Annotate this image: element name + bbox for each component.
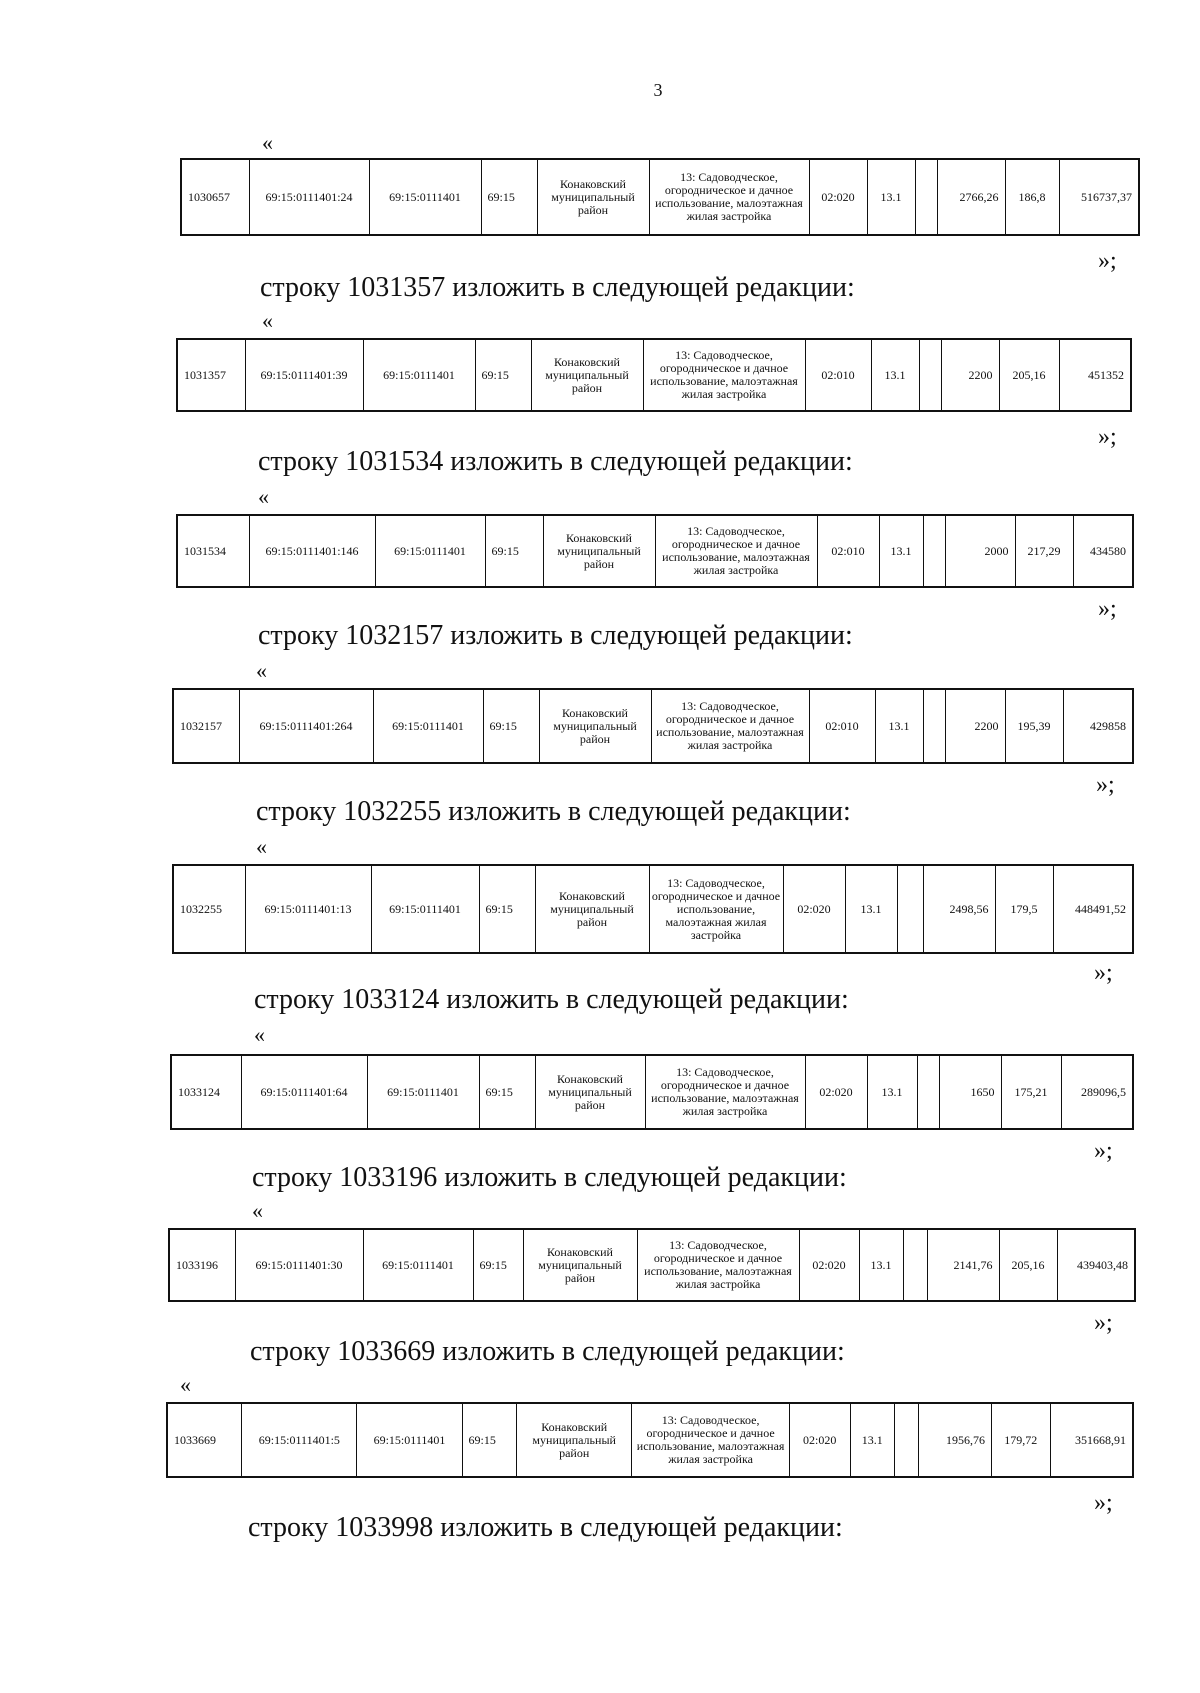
open-quote: « bbox=[256, 658, 267, 683]
land-use-cell: 13: Садоводческое, огородническое и дачное использование, малоэтажная жилая застройка bbox=[655, 515, 817, 587]
close-quote: »; bbox=[1098, 596, 1117, 622]
table-row bbox=[170, 1054, 1134, 1130]
land-use-cell: 13: Садоводческое, огородническое и дачное использование, малоэтажная жилая застройка bbox=[637, 1229, 799, 1301]
district-code-cell: 69:15 bbox=[481, 159, 537, 235]
municipality-cell: Конаковский муниципальный район bbox=[517, 1403, 632, 1477]
area-cell: 2766,26 bbox=[937, 159, 1005, 235]
specific-value-cell: 179,72 bbox=[991, 1403, 1050, 1477]
land-use-cell: 13: Садоводческое, огородническое и дачное использование, малоэтажная жилая застройка bbox=[649, 159, 809, 235]
cadastral-number-cell: 69:15:0111401:13 bbox=[245, 865, 371, 953]
row-id-cell: 1031534 bbox=[177, 515, 249, 587]
empty-cell bbox=[923, 515, 945, 587]
table-row bbox=[172, 864, 1134, 954]
municipality-cell: Конаковский муниципальный район bbox=[531, 339, 643, 411]
municipality-cell: Конаковский муниципальный район bbox=[535, 865, 649, 953]
cadastral-number-cell: 69:15:0111401:39 bbox=[245, 339, 363, 411]
close-quote: »; bbox=[1098, 248, 1117, 274]
cadastral-block-cell: 69:15:0111401 bbox=[373, 689, 483, 763]
specific-value-cell: 179,5 bbox=[995, 865, 1053, 953]
subgroup-cell: 13.1 bbox=[845, 865, 897, 953]
row-id-cell: 1033669 bbox=[167, 1403, 242, 1477]
cadastral-number-cell: 69:15:0111401:146 bbox=[249, 515, 375, 587]
municipality-cell: Конаковский муниципальный район bbox=[523, 1229, 637, 1301]
open-quote: « bbox=[252, 1198, 263, 1223]
code-cell: 02:010 bbox=[809, 689, 875, 763]
close-quote: »; bbox=[1094, 1490, 1113, 1516]
table-row bbox=[180, 158, 1140, 236]
cadastral-value-cell: 351668,91 bbox=[1050, 1403, 1133, 1477]
table-row bbox=[172, 688, 1134, 764]
district-code-cell: 69:15 bbox=[479, 1055, 535, 1129]
specific-value-cell: 175,21 bbox=[1001, 1055, 1061, 1129]
instruction-line: строку 1031357 изложить в следующей редакции: bbox=[260, 272, 855, 303]
empty-cell bbox=[923, 689, 945, 763]
district-code-cell: 69:15 bbox=[475, 339, 531, 411]
instruction-line: строку 1033998 изложить в следующей редакции: bbox=[248, 1512, 843, 1543]
district-code-cell: 69:15 bbox=[462, 1403, 517, 1477]
close-quote: »; bbox=[1098, 424, 1117, 450]
open-quote: « bbox=[180, 1372, 191, 1397]
code-cell: 02:020 bbox=[799, 1229, 859, 1301]
area-cell: 2200 bbox=[941, 339, 999, 411]
cadastral-value-cell: 429858 bbox=[1063, 689, 1133, 763]
table-row bbox=[176, 338, 1132, 412]
code-cell: 02:020 bbox=[805, 1055, 867, 1129]
cadastral-number-cell: 69:15:0111401:264 bbox=[239, 689, 373, 763]
close-quote: »; bbox=[1096, 772, 1115, 798]
cadastral-block-cell: 69:15:0111401 bbox=[371, 865, 479, 953]
cadastral-value-cell: 516737,37 bbox=[1059, 159, 1139, 235]
cadastral-value-cell: 289096,5 bbox=[1061, 1055, 1133, 1129]
close-quote: »; bbox=[1094, 960, 1113, 986]
instruction-line: строку 1033669 изложить в следующей редакции: bbox=[250, 1336, 845, 1367]
land-use-cell: 13: Садоводческое, огородническое и дачное использование, малоэтажная жилая застройка bbox=[643, 339, 805, 411]
municipality-cell: Конаковский муниципальный район bbox=[537, 159, 649, 235]
land-use-cell: 13: Садоводческое, огородническое и дачное использование, малоэтажная жилая застройка bbox=[632, 1403, 790, 1477]
table-row bbox=[168, 1228, 1136, 1302]
area-cell: 1650 bbox=[939, 1055, 1001, 1129]
area-cell: 2200 bbox=[945, 689, 1005, 763]
district-code-cell: 69:15 bbox=[473, 1229, 523, 1301]
row-id-cell: 1031357 bbox=[177, 339, 245, 411]
land-use-cell: 13: Садоводческое, огородническое и дачное использование, малоэтажная жилая застройка bbox=[645, 1055, 805, 1129]
empty-cell bbox=[897, 865, 923, 953]
cadastral-block-cell: 69:15:0111401 bbox=[363, 1229, 473, 1301]
open-quote: « bbox=[256, 834, 267, 859]
subgroup-cell: 13.1 bbox=[859, 1229, 903, 1301]
empty-cell bbox=[919, 339, 941, 411]
empty-cell bbox=[903, 1229, 927, 1301]
specific-value-cell: 205,16 bbox=[999, 1229, 1057, 1301]
subgroup-cell: 13.1 bbox=[867, 159, 915, 235]
row-id-cell: 1032255 bbox=[173, 865, 245, 953]
cadastral-number-cell: 69:15:0111401:30 bbox=[235, 1229, 363, 1301]
row-id-cell: 1033124 bbox=[171, 1055, 241, 1129]
open-quote: « bbox=[262, 308, 273, 333]
table-row bbox=[176, 514, 1134, 588]
code-cell: 02:020 bbox=[789, 1403, 850, 1477]
row-id-cell: 1030657 bbox=[181, 159, 249, 235]
cadastral-value-cell: 448491,52 bbox=[1053, 865, 1133, 953]
cadastral-block-cell: 69:15:0111401 bbox=[369, 159, 481, 235]
open-quote: « bbox=[254, 1022, 265, 1047]
subgroup-cell: 13.1 bbox=[879, 515, 923, 587]
subgroup-cell: 13.1 bbox=[875, 689, 923, 763]
subgroup-cell: 13.1 bbox=[871, 339, 919, 411]
subgroup-cell: 13.1 bbox=[850, 1403, 894, 1477]
specific-value-cell: 186,8 bbox=[1005, 159, 1059, 235]
instruction-line: строку 1033124 изложить в следующей редакции: bbox=[254, 984, 849, 1015]
area-cell: 2498,56 bbox=[923, 865, 995, 953]
land-use-cell: 13: Садоводческое, огородническое и дачное использование, малоэтажная жилая застройка bbox=[649, 865, 783, 953]
close-quote: »; bbox=[1094, 1138, 1113, 1164]
instruction-line: строку 1032255 изложить в следующей редакции: bbox=[256, 796, 851, 827]
code-cell: 02:020 bbox=[783, 865, 845, 953]
cadastral-value-cell: 439403,48 bbox=[1057, 1229, 1135, 1301]
instruction-line: строку 1032157 изложить в следующей редакции: bbox=[258, 620, 853, 651]
cadastral-number-cell: 69:15:0111401:5 bbox=[242, 1403, 357, 1477]
open-quote: « bbox=[258, 484, 269, 509]
code-cell: 02:020 bbox=[809, 159, 867, 235]
page-number: 3 bbox=[653, 80, 663, 100]
instruction-line: строку 1031534 изложить в следующей редакции: bbox=[258, 446, 853, 477]
district-code-cell: 69:15 bbox=[485, 515, 543, 587]
area-cell: 1956,76 bbox=[919, 1403, 992, 1477]
cadastral-value-cell: 451352 bbox=[1059, 339, 1131, 411]
open-quote: « bbox=[262, 130, 273, 155]
land-use-cell: 13: Садоводческое, огородническое и дачное использование, малоэтажная жилая застройка bbox=[651, 689, 809, 763]
empty-cell bbox=[894, 1403, 918, 1477]
instruction-line: строку 1033196 изложить в следующей редакции: bbox=[252, 1162, 847, 1193]
district-code-cell: 69:15 bbox=[479, 865, 535, 953]
municipality-cell: Конаковский муниципальный район bbox=[539, 689, 651, 763]
table-row bbox=[166, 1402, 1134, 1478]
empty-cell bbox=[917, 1055, 939, 1129]
row-id-cell: 1032157 bbox=[173, 689, 239, 763]
specific-value-cell: 195,39 bbox=[1005, 689, 1063, 763]
cadastral-number-cell: 69:15:0111401:24 bbox=[249, 159, 369, 235]
cadastral-block-cell: 69:15:0111401 bbox=[357, 1403, 462, 1477]
area-cell: 2141,76 bbox=[927, 1229, 999, 1301]
cadastral-block-cell: 69:15:0111401 bbox=[367, 1055, 479, 1129]
specific-value-cell: 217,29 bbox=[1015, 515, 1073, 587]
cadastral-number-cell: 69:15:0111401:64 bbox=[241, 1055, 367, 1129]
code-cell: 02:010 bbox=[805, 339, 871, 411]
cadastral-block-cell: 69:15:0111401 bbox=[363, 339, 475, 411]
municipality-cell: Конаковский муниципальный район bbox=[535, 1055, 645, 1129]
code-cell: 02:010 bbox=[817, 515, 879, 587]
close-quote: »; bbox=[1094, 1310, 1113, 1336]
empty-cell bbox=[915, 159, 937, 235]
cadastral-block-cell: 69:15:0111401 bbox=[375, 515, 485, 587]
cadastral-value-cell: 434580 bbox=[1073, 515, 1133, 587]
district-code-cell: 69:15 bbox=[483, 689, 539, 763]
subgroup-cell: 13.1 bbox=[867, 1055, 917, 1129]
specific-value-cell: 205,16 bbox=[999, 339, 1059, 411]
municipality-cell: Конаковский муниципальный район bbox=[543, 515, 655, 587]
area-cell: 2000 bbox=[945, 515, 1015, 587]
row-id-cell: 1033196 bbox=[169, 1229, 235, 1301]
